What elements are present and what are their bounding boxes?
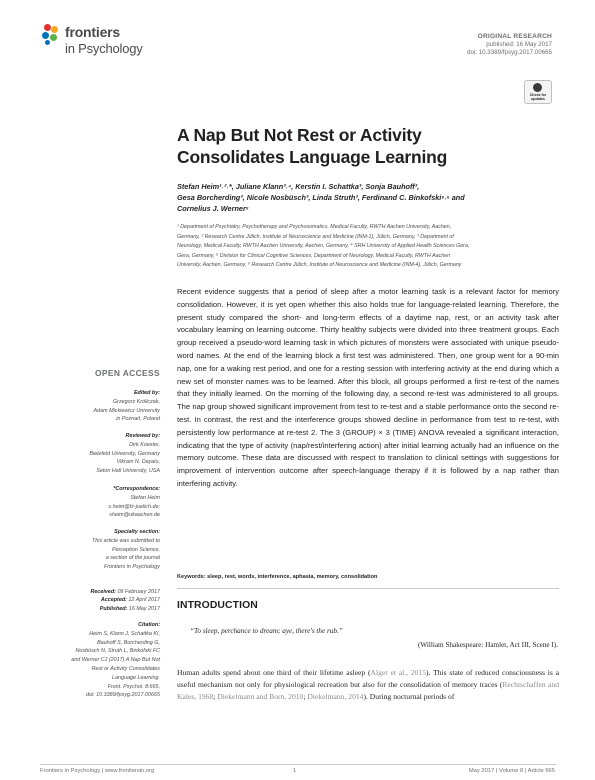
article-type: ORIGINAL RESEARCH [477,33,552,40]
title-line-1: A Nap But Not Rest or Activity [177,125,422,145]
citation-heading: Citation: [138,622,160,628]
affiliation-line: Neurology, Medical Faculty, RWTH Aachen University, Aachen, Germany, ⁴ SRH University of Applied Health Sciences Gera, [177,243,470,250]
footer-divider [40,764,556,765]
specialty-line: Perception Science, [112,546,160,553]
article-doi[interactable]: doi: 10.3389/fpsyg.2017.00665 [467,49,552,56]
edited-by-heading: Edited by: [133,390,160,396]
citation-line: Heim S, Klann J, Schattka KI, [89,630,160,637]
affiliation-line: University, Aachen, Germany, ⁶ Research Centre Jülich, Institute of Neuroscience and Medicine (INM-4), Jülich, Germany [177,262,462,269]
frontiers-logo-icon [40,24,62,48]
correspondence-heading: *Correspondence: [113,486,160,492]
specialty-line: a section of the journal [105,555,160,562]
reviewer-line: Dirk Koester, [129,441,160,448]
author-line: Gesa Borcherding³, Nicole Nosbüsch³, Linda Struth³, Ferdinand C. Binkofski⁵˒⁶ and [177,193,465,202]
footer-journal-link[interactable]: Frontiers in Psychology | www.frontiersin.org [40,768,155,774]
published-date: published: 16 May 2017 [486,41,552,48]
author-line: Stefan Heim¹˒²˒*, Juliane Klann³˒⁴, Kerstin I. Schattka³, Sonja Bauhoff³, [177,182,420,191]
citation-line: Rest or Activity Consolidates [91,665,160,672]
affiliations [177,223,562,271]
author-list [177,181,557,214]
sidebar-citation [40,621,160,700]
date-key: Received: [90,589,116,595]
affiliation-line: ¹ Department of Psychiatry, Psychotherapy and Psychosomatics, Medical Faculty, RWTH Aachen University, Aachen, [177,224,452,230]
affiliation-line: Gera, Germany, ⁵ Division for Clinical Cognitive Sciences, Department of Neurology, Medical Faculty, RWTH Aachen [177,252,451,259]
citation-doi[interactable]: doi: 10.3389/fpsyg.2017.00665 [85,692,160,699]
specialty-line: Frontiers in Psychology [103,564,160,571]
editor-line: Adam Mickiewicz University [93,407,160,414]
open-access-label: OPEN ACCESS [94,368,160,378]
citation-link[interactable]: Diekelmann and Born, 2010 [217,692,304,702]
citation-link[interactable]: Alger et al., 2015 [370,668,427,677]
date-key: Published: [99,605,128,612]
citation-line: Nosbüsch N, Struth L, Binkofski FC [75,648,160,655]
body-text-run: ). This state of reduced consciousness is a useful mechanism not only for physiological recreation but also for the consolidation of memory traces ( [177,668,559,690]
citation-line: Language Learning. [112,674,160,681]
date-value: 16 May 2017 [128,605,160,612]
footer-issue-info: May 2017 | Volume 8 | Article 665 [468,768,555,774]
date-row [40,596,160,604]
check-for-updates-badge[interactable] [524,80,552,104]
body-text-run: ). During nocturnal periods of [363,692,455,702]
date-row [40,605,160,613]
sidebar-editor [40,389,160,424]
section-divider [177,588,559,589]
author-line: Cornelius J. Werner⁵ [177,204,249,213]
epigraph-quote: “To sleep, perchance to dream; aye, there's the rub.” [190,627,343,635]
sidebar-specialty [40,528,160,572]
abstract: Recent evidence suggests that a period of sleep after a motor learning task is a relevant factor for memory consolidation. However, it is yet open whether this also holds true for language-related learning. Therefore, the present study compared the short- and long-term effects of a daytime nap, rest, or an activity task after vocabulary learning on learning outcome. Thirty healthy subjects were divided into three treatment groups. Each group received a pseudo-word learning task in which pictures of monsters were associated with unique pseudo-word names. At the end of the learning block a first test was administered. Then, one group went for a 90-min nap, one for a waking rest period, and one for a resting session with interfering activity at the end during which a new set of monster names was to be learned. After this block, all groups performed a first re-test of the names that they initially learned. On the morning of the following day, a second re-test was administered to all groups. The nap group showed significant improvement from test to re-test and a stable performance onto the second re-test. In contrast, the rest and the interference groups showed decline in performance from test to re-test, with persistently low performance at re-test 2. The 3 (GROUP) × 3 (TIME) ANOVA revealed a significant interaction, indicating that the type of activity (nap/rest/interfering action) after initial learning actually had an influence on the memory outcome. These data are discussed with respect to translation to clinical settings with suggestions for improvement of intervention outcome after speech-language therapy if it is followed by a nap rather than interfering activity. [177,287,559,488]
citation-line: and Werner CJ (2017) A Nap But Not [71,657,160,664]
body-text-run: Human adults spend about one third of their lifetime asleep ( [177,668,371,677]
check-updates-label: Check for updates [529,93,547,101]
sidebar-dates [40,588,160,613]
correspondence-email[interactable]: s.heim@fz-juelich.de; [108,503,160,510]
date-value: 12 April 2017 [128,597,160,604]
specialty-line: This article was submitted to [91,537,160,544]
citation-link[interactable]: Rechtschaffen and Kales, 1968 [177,680,560,702]
reviewer-line: Seton Hall University, USA [96,468,160,475]
article-title [177,124,557,168]
reviewer-line: Vikram N. Dayalu, [116,459,160,466]
journal-logo[interactable] [40,22,190,62]
correspondence-email[interactable]: sheim@ukaachen.de [109,512,160,519]
sidebar-reviewers [40,432,160,476]
correspondence-name: Stefan Heim [130,494,160,501]
epigraph-source: (William Shakespeare: Hamlet, Act III, Scene I). [417,641,558,649]
title-line-2: Consolidates Language Learning [177,147,448,167]
logo-journal-text: in Psychology [65,41,143,56]
page-number: 1 [293,768,297,774]
specialty-heading: Specialty section: [114,529,160,535]
citation-line: Bauhoff S, Borcherding G, [97,639,160,646]
citation-link[interactable]: Diekelmann, 2014 [307,692,364,702]
reviewer-line: Bielefeld University, Germany [89,450,160,457]
date-value: 09 February 2017 [117,589,160,595]
affiliation-line: Germany, ² Research Centre Jülich, Institute of Neuroscience and Medicine (INM-1), Jülich, Germany, ³ Department of [177,233,454,240]
sidebar-correspondence [40,485,160,520]
keywords: Keywords: sleep, rest, words, interference, aphasia, memory, consolidation [177,574,378,580]
introduction-heading: INTRODUCTION [177,600,258,611]
date-key: Accepted: [100,597,127,604]
article-meta [467,33,552,57]
body-text-run: ; [303,692,308,702]
date-row [40,588,160,596]
check-updates-icon [533,83,542,92]
intro-paragraph [177,667,559,704]
editor-line: in Poznań, Poland [116,416,160,423]
citation-line: Front. Psychol. 8:665. [107,683,160,690]
reviewed-by-heading: Reviewed by: [125,433,160,439]
body-text-run: ; [213,692,218,702]
editor-line: Grzegorz Króliczak, [112,398,160,405]
logo-frontiers-text: frontiers [65,24,120,40]
